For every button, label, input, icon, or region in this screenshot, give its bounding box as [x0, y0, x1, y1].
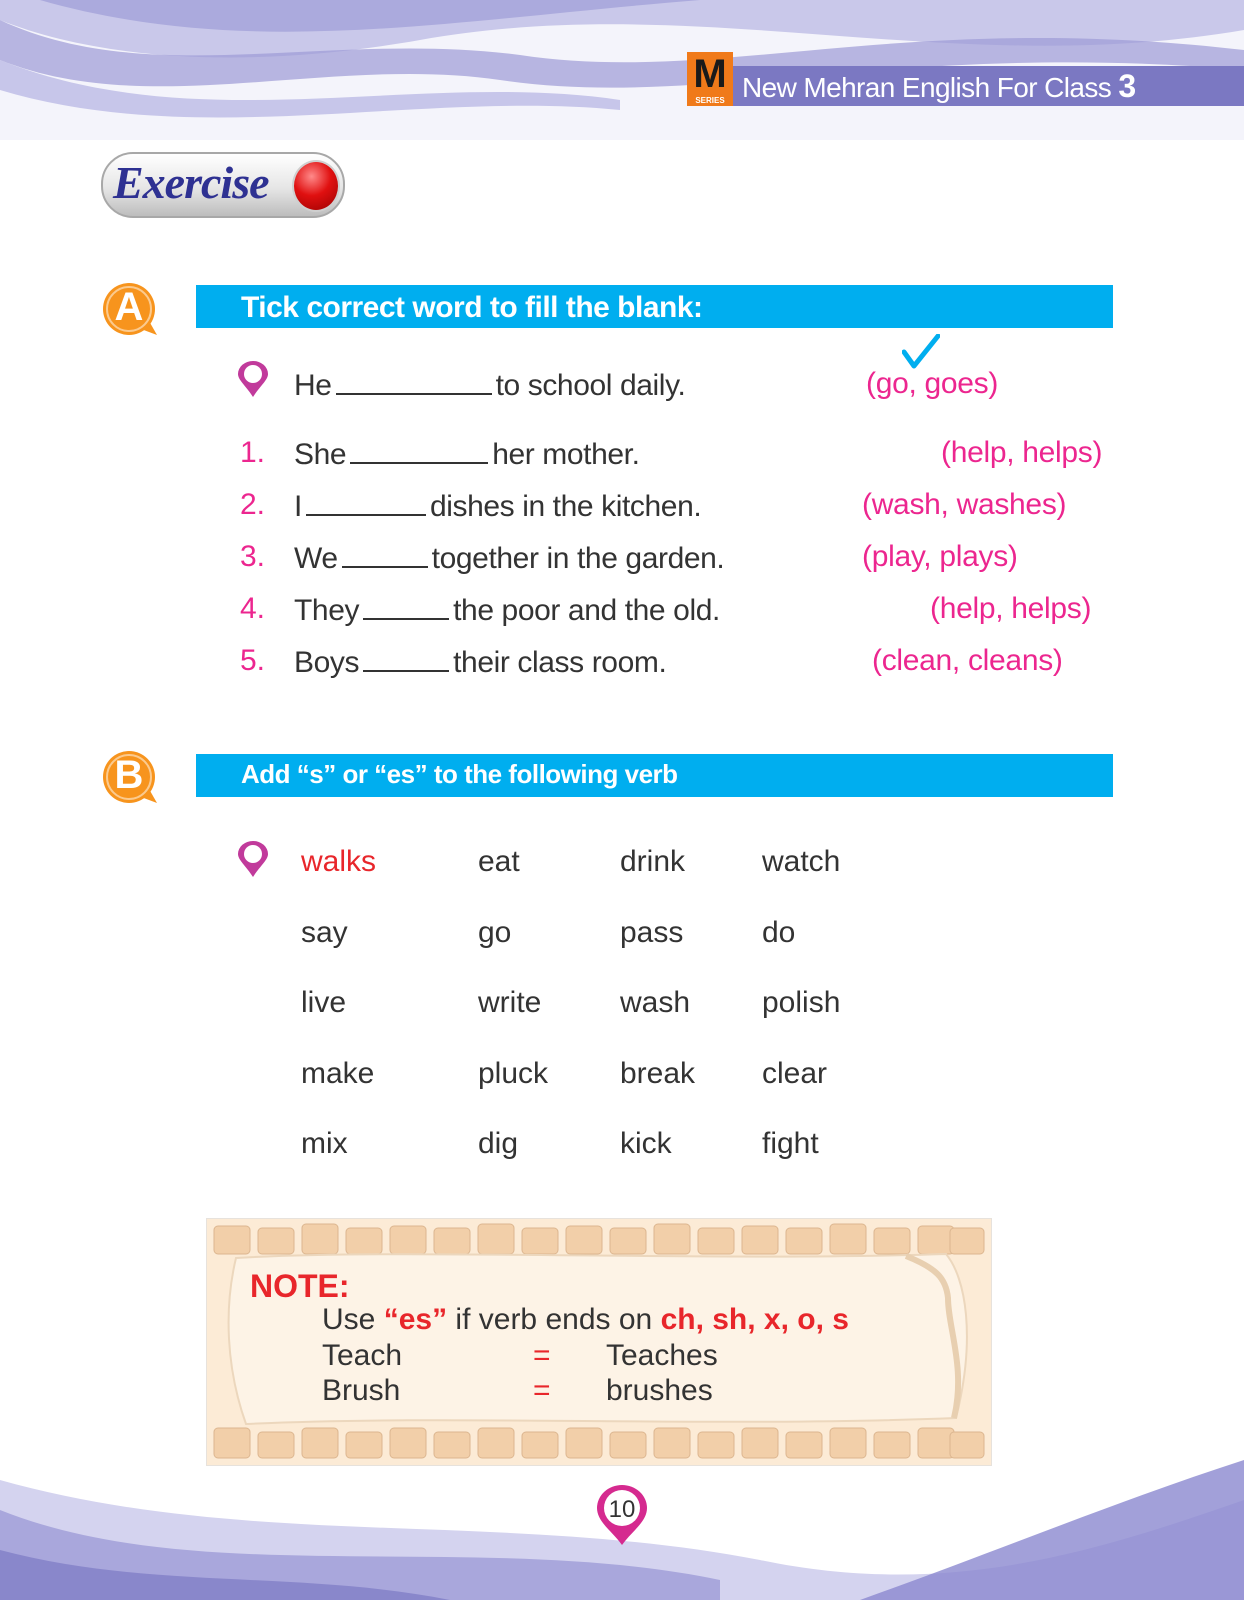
section-a-badge-letter: A — [114, 285, 144, 329]
map-pin-icon — [236, 360, 270, 398]
item-sentence — [294, 592, 720, 628]
note-example-equals: = — [533, 1374, 551, 1407]
item-number: 2. — [240, 488, 266, 521]
example-after: to school daily. — [495, 369, 686, 402]
verb-word: eat — [478, 845, 520, 878]
item-number: 3. — [240, 540, 266, 573]
section-b-header — [196, 754, 1113, 797]
verb-word: polish — [762, 986, 841, 1019]
page-number: 10 — [608, 1496, 636, 1523]
verb-word: live — [301, 986, 347, 1019]
verb-word: write — [478, 986, 542, 1019]
book-title — [742, 68, 1136, 106]
exercise-label: Exercise — [113, 157, 269, 208]
item-number: 4. — [240, 592, 266, 625]
answer-blank[interactable] — [336, 367, 492, 395]
note-rule-es: “es” — [383, 1303, 448, 1336]
verb-word: kick — [620, 1127, 672, 1160]
item-sentence — [294, 540, 724, 576]
note-title: NOTE: — [250, 1268, 350, 1304]
verb-word: pass — [620, 916, 684, 949]
verb-word: walks — [301, 845, 377, 878]
item-sentence — [294, 644, 666, 680]
note-rule-pre: Use — [322, 1303, 376, 1336]
item-before: They — [294, 594, 360, 627]
note-example-equals: = — [533, 1339, 551, 1372]
verb-word: do — [762, 916, 796, 949]
item-number: 1. — [240, 436, 266, 469]
verb-word: mix — [301, 1127, 348, 1160]
item-options: (help, helps) — [941, 436, 1103, 469]
answer-blank[interactable] — [306, 488, 426, 516]
book-title-text: New Mehran English For Class — [742, 72, 1112, 103]
red-dot-icon — [292, 160, 340, 212]
section-b-instruction: Add “s” or “es” to the following verb — [241, 759, 678, 789]
item-sentence — [294, 436, 640, 472]
section-a-instruction: Tick correct word to fill the blank: — [241, 291, 703, 324]
answer-blank[interactable] — [342, 540, 428, 568]
item-before: She — [294, 438, 347, 471]
verb-word: dig — [478, 1127, 519, 1160]
verb-word: clear — [762, 1057, 828, 1090]
item-options: (help, helps) — [930, 592, 1092, 625]
item-options: (clean, cleans) — [872, 644, 1063, 677]
verb-word: make — [301, 1057, 375, 1090]
answer-blank[interactable] — [363, 644, 449, 672]
note-example-result: brushes — [606, 1374, 713, 1407]
verb-word: wash — [620, 986, 691, 1019]
class-number: 3 — [1118, 68, 1136, 104]
note-rule — [322, 1303, 849, 1337]
verb-word: break — [620, 1057, 696, 1090]
verb-word: drink — [620, 845, 686, 878]
item-after: dishes in the kitchen. — [429, 490, 702, 523]
verb-word: pluck — [478, 1057, 549, 1090]
item-before: We — [294, 542, 338, 575]
example-before: He — [294, 369, 332, 402]
exercise-heading — [101, 152, 345, 218]
item-after: together in the garden. — [431, 542, 725, 575]
item-before: Boys — [294, 646, 360, 679]
answer-blank[interactable] — [363, 592, 449, 620]
verb-word: fight — [762, 1127, 819, 1160]
item-sentence — [294, 488, 701, 524]
item-after: the poor and the old. — [453, 594, 720, 627]
item-before: I — [294, 490, 302, 523]
note-example-base: Brush — [322, 1374, 401, 1407]
verb-word: go — [478, 916, 512, 949]
answer-blank[interactable] — [350, 436, 488, 464]
example-options: (go, goes) — [866, 367, 999, 400]
logo-letter: M — [693, 52, 727, 96]
checkmark-icon — [902, 334, 940, 370]
note-rule-endings: ch, sh, x, o, s — [660, 1303, 849, 1336]
item-number: 5. — [240, 644, 266, 677]
section-a-header — [196, 285, 1113, 328]
map-pin-icon — [236, 840, 270, 878]
logo-subtitle: SERIES — [695, 96, 725, 105]
item-options: (wash, washes) — [862, 488, 1067, 521]
section-b-badge-letter: B — [114, 753, 144, 797]
item-options: (play, plays) — [862, 540, 1018, 573]
note-example-result: Teaches — [606, 1339, 718, 1372]
item-after: her mother. — [492, 438, 640, 471]
note-example-base: Teach — [322, 1339, 403, 1372]
note-rule-mid: if verb ends on — [455, 1303, 653, 1336]
verb-word: say — [301, 916, 348, 949]
series-logo — [687, 52, 733, 106]
item-after: their class room. — [453, 646, 667, 679]
verb-word: watch — [762, 845, 841, 878]
example-sentence — [294, 367, 685, 403]
